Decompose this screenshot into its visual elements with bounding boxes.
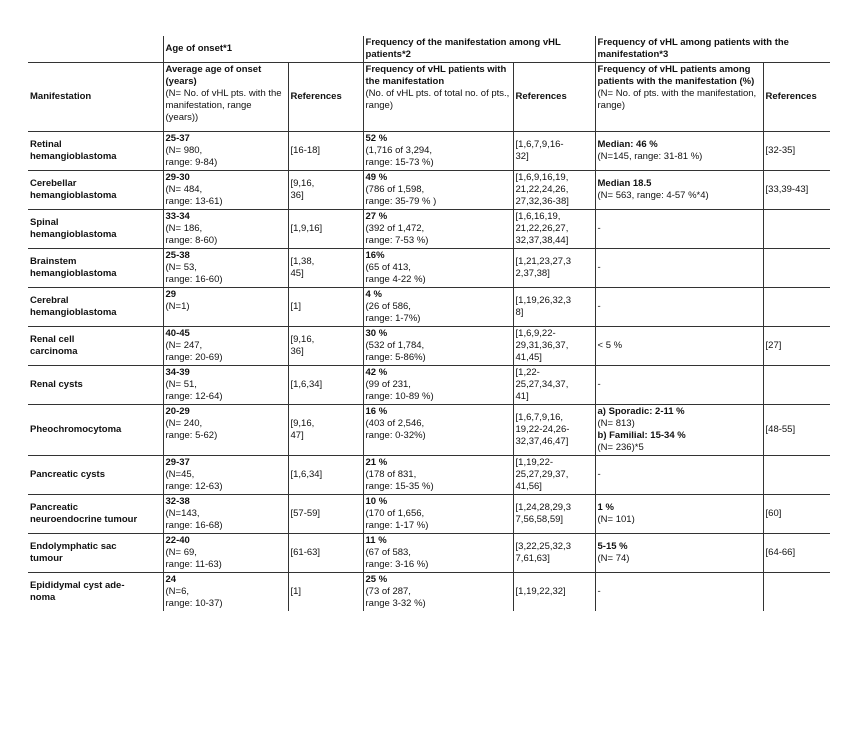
- manifestation-name: Brainstem hemangioblastoma: [28, 249, 163, 288]
- vhl-cell: [595, 327, 763, 366]
- freq-cell: [363, 210, 513, 249]
- table-row: [28, 210, 830, 249]
- freq-references: [1,6,16,19, 21,22,26,27, 32,37,38,44]: [513, 210, 595, 249]
- table-row: [28, 366, 830, 405]
- vhl-cell: [595, 456, 763, 495]
- age-cell: [163, 495, 288, 534]
- age-of-onset-header: Age of onset*1: [163, 36, 363, 63]
- manifestation-name: Retinal hemangioblastoma: [28, 132, 163, 171]
- age-value: 24: [165, 574, 177, 585]
- freq-detail: (67 of 583, range: 3-16 %): [365, 547, 429, 570]
- freq-detail: (178 of 831, range: 15-35 %): [365, 469, 434, 492]
- freq-references: [1,22- 25,27,34,37, 41]: [513, 366, 595, 405]
- age-references: [61-63]: [288, 534, 363, 573]
- age-detail: (N= 484, range: 13-61): [165, 184, 223, 207]
- freq-references: [1,6,7,9,16- 32]: [513, 132, 595, 171]
- vhl-references: [763, 249, 830, 288]
- age-value: 29-30: [165, 172, 190, 183]
- table-row: [28, 534, 830, 573]
- header-sub-row: [28, 63, 830, 132]
- freq-references: [1,6,9,22- 29,31,36,37, 41,45]: [513, 327, 595, 366]
- freq-value: 42 %: [365, 367, 388, 378]
- age-detail: (N= 51, range: 12-64): [165, 379, 223, 402]
- age-detail: (N=143, range: 16-68): [165, 508, 223, 531]
- freq-cell: [363, 456, 513, 495]
- age-references: [1,38, 45]: [288, 249, 363, 288]
- age-references: [9,16, 36]: [288, 327, 363, 366]
- table-row: [28, 288, 830, 327]
- age-cell: [163, 366, 288, 405]
- table-row: [28, 171, 830, 210]
- age-cell: [163, 327, 288, 366]
- freq-detail: (532 of 1,784, range: 5-86%): [365, 340, 426, 363]
- header-group-row: [28, 36, 830, 63]
- freq-cell: [363, 132, 513, 171]
- vhl-manifestations-table: [28, 36, 830, 611]
- age-detail: (N= 69, range: 11-63): [165, 547, 222, 570]
- freq-detail: (65 of 413, range 4-22 %): [365, 262, 426, 285]
- vhl-detail: (N= 813): [597, 418, 635, 429]
- freq-cell: [363, 495, 513, 534]
- age-detail: (N= 53, range: 16-60): [165, 262, 223, 285]
- table-row: [28, 327, 830, 366]
- freq-detail: (786 of 1,598, range: 35-79 % ): [365, 184, 437, 207]
- freq-cell: [363, 573, 513, 612]
- vhl-value: 1 %: [597, 502, 614, 513]
- age-value: 25-38: [165, 250, 190, 261]
- freq-references-header: References: [513, 63, 595, 132]
- freq-cell: [363, 366, 513, 405]
- vhl-references: [33,39-43]: [763, 171, 830, 210]
- manifestation-name: Pancreatic neuroendocrine tumour: [28, 495, 163, 534]
- vhl-cell: [595, 132, 763, 171]
- vhl-references: [27]: [763, 327, 830, 366]
- frequency-manifestation-header: Frequency of the manifestation among vHL patients*2: [363, 36, 595, 63]
- vhl-detail: -: [597, 379, 601, 390]
- freq-cell: [363, 534, 513, 573]
- manifestation-name: Endolymphatic sac tumour: [28, 534, 163, 573]
- age-value: 25-37: [165, 133, 190, 144]
- freq-cell: [363, 171, 513, 210]
- table-row: [28, 132, 830, 171]
- age-value: 34-39: [165, 367, 190, 378]
- freq-value: 10 %: [365, 496, 388, 507]
- age-cell: [163, 534, 288, 573]
- manifestation-name: Pancreatic cysts: [28, 456, 163, 495]
- age-detail: (N=45, range: 12-63): [165, 469, 223, 492]
- age-detail: (N= 186, range: 8-60): [165, 223, 218, 246]
- manifestation-header: Manifestation: [28, 63, 163, 132]
- manifestation-name: Pheochromocytoma: [28, 405, 163, 456]
- freq-references: [1,19,22- 25,27,29,37, 41,56]: [513, 456, 595, 495]
- frequency-vhl-header: Frequency of vHL among patients with the manifestation*3: [595, 36, 830, 63]
- freq-references: [3,22,25,32,3 7,61,63]: [513, 534, 595, 573]
- vhl-cell: [595, 405, 763, 456]
- table-body: [28, 132, 830, 612]
- freq-value: 49 %: [365, 172, 388, 183]
- vhl-cell: [595, 288, 763, 327]
- age-references: [1]: [288, 288, 363, 327]
- freq-cell: [363, 288, 513, 327]
- age-references: [9,16, 36]: [288, 171, 363, 210]
- vhl-value: Median 18.5: [597, 178, 652, 189]
- freq-cell: [363, 327, 513, 366]
- freq-value: 16%: [365, 250, 385, 261]
- freq-references: [1,6,9,16,19, 21,22,24,26, 27,32,36-38]: [513, 171, 595, 210]
- age-detail: (N= 980, range: 9-84): [165, 145, 218, 168]
- vhl-detail-2: (N= 236)*5: [597, 442, 644, 453]
- age-value: 33-34: [165, 211, 190, 222]
- vhl-references: [64-66]: [763, 534, 830, 573]
- manifestation-name: Renal cell carcinoma: [28, 327, 163, 366]
- freq-detail: (73 of 287, range 3-32 %): [365, 586, 426, 609]
- freq-subtitle: (No. of vHL pts. of total no. of pts., range): [365, 88, 510, 111]
- manifestation-name: Cerebellar hemangioblastoma: [28, 171, 163, 210]
- freq-cell: [363, 249, 513, 288]
- avg-age-title: Average age of onset (years): [165, 64, 262, 87]
- age-cell: [163, 210, 288, 249]
- manifestation-name: Cerebral hemangioblastoma: [28, 288, 163, 327]
- vhl-references: [763, 456, 830, 495]
- freq-value: 16 %: [365, 406, 388, 417]
- vhl-detail: (N=145, range: 31-81 %): [597, 151, 703, 162]
- freq-value: 52 %: [365, 133, 388, 144]
- freq-detail: (26 of 586, range: 1-7%): [365, 301, 421, 324]
- age-detail: (N= 240, range: 5-62): [165, 418, 218, 441]
- age-detail: (N=1): [165, 301, 190, 312]
- age-cell: [163, 456, 288, 495]
- freq-value: 11 %: [365, 535, 387, 546]
- freq-value: 21 %: [365, 457, 388, 468]
- vhl-detail: < 5 %: [597, 340, 623, 351]
- freq-value: 27 %: [365, 211, 388, 222]
- vhl-references: [763, 210, 830, 249]
- freq-references: [1,19,26,32,3 8]: [513, 288, 595, 327]
- table-row: [28, 495, 830, 534]
- age-value: 22-40: [165, 535, 190, 546]
- age-cell: [163, 405, 288, 456]
- age-references: [1,9,16]: [288, 210, 363, 249]
- freq-references: [1,21,23,27,3 2,37,38]: [513, 249, 595, 288]
- freq-title: Frequency of vHL patients with the manifestation: [365, 64, 507, 87]
- freq-detail: (403 of 2,546, range: 0-32%): [365, 418, 426, 441]
- age-references: [1,6,34]: [288, 366, 363, 405]
- vhl-detail: (N= 101): [597, 514, 635, 525]
- vhl-cell: [595, 366, 763, 405]
- age-value: 29-37: [165, 457, 190, 468]
- vhl-header: [595, 63, 763, 132]
- freq-header: [363, 63, 513, 132]
- vhl-value: Median: 46 %: [597, 139, 658, 150]
- vhl-detail: -: [597, 586, 601, 597]
- freq-cell: [363, 405, 513, 456]
- age-cell: [163, 288, 288, 327]
- vhl-references: [763, 366, 830, 405]
- vhl-cell: [595, 534, 763, 573]
- vhl-detail: -: [597, 262, 601, 273]
- age-value: 40-45: [165, 328, 190, 339]
- table-row: [28, 249, 830, 288]
- age-references: [1]: [288, 573, 363, 612]
- vhl-value: a) Sporadic: 2-11 %: [597, 406, 685, 417]
- freq-value: 25 %: [365, 574, 388, 585]
- manifestation-name: Epididymal cyst ade- noma: [28, 573, 163, 612]
- freq-references: [1,24,28,29,3 7,56,58,59]: [513, 495, 595, 534]
- vhl-detail: -: [597, 223, 601, 234]
- age-detail: (N= 247, range: 20-69): [165, 340, 223, 363]
- vhl-detail: (N= 74): [597, 553, 630, 564]
- freq-value: 4 %: [365, 289, 382, 300]
- vhl-cell: [595, 249, 763, 288]
- vhl-references: [763, 288, 830, 327]
- freq-detail: (1,716 of 3,294, range: 15-73 %): [365, 145, 434, 168]
- age-value: 29: [165, 289, 177, 300]
- freq-detail: (392 of 1,472, range: 7-53 %): [365, 223, 429, 246]
- vhl-detail: (N= 563, range: 4-57 %*4): [597, 190, 709, 201]
- freq-detail: (99 of 231, range: 10-89 %): [365, 379, 434, 402]
- age-value: 20-29: [165, 406, 190, 417]
- age-references: [1,6,34]: [288, 456, 363, 495]
- vhl-cell: [595, 210, 763, 249]
- vhl-subtitle: (N= No. of pts. with the manifestation, range): [597, 88, 757, 111]
- table-row: [28, 573, 830, 612]
- vhl-references: [60]: [763, 495, 830, 534]
- manifestation-name: Renal cysts: [28, 366, 163, 405]
- freq-detail: (170 of 1,656, range: 1-17 %): [365, 508, 429, 531]
- age-detail: (N=6, range: 10-37): [165, 586, 223, 609]
- age-cell: [163, 249, 288, 288]
- vhl-references-header: References: [763, 63, 830, 132]
- freq-references: [1,19,22,32]: [513, 573, 595, 612]
- vhl-references: [32-35]: [763, 132, 830, 171]
- vhl-cell: [595, 573, 763, 612]
- freq-references: [1,6,7,9,16, 19,22-24,26- 32,37,46,47]: [513, 405, 595, 456]
- vhl-cell: [595, 171, 763, 210]
- vhl-cell: [595, 495, 763, 534]
- age-cell: [163, 573, 288, 612]
- age-references-header: References: [288, 63, 363, 132]
- table-row: [28, 456, 830, 495]
- age-cell: [163, 132, 288, 171]
- avg-age-header: [163, 63, 288, 132]
- age-value: 32-38: [165, 496, 190, 507]
- age-cell: [163, 171, 288, 210]
- vhl-title: Frequency of vHL patients among patients with the manifestation (%): [597, 64, 755, 87]
- table-row: [28, 405, 830, 456]
- vhl-detail: -: [597, 301, 601, 312]
- vhl-value: 5-15 %: [597, 541, 628, 552]
- vhl-value-2: b) Familial: 15-34 %: [597, 430, 686, 441]
- avg-age-subtitle: (N= No. of vHL pts. with the manifestation, range (years)): [165, 88, 282, 123]
- freq-value: 30 %: [365, 328, 388, 339]
- age-references: [57-59]: [288, 495, 363, 534]
- age-references: [9,16, 47]: [288, 405, 363, 456]
- vhl-detail: -: [597, 469, 601, 480]
- age-references: [16-18]: [288, 132, 363, 171]
- vhl-references: [763, 573, 830, 612]
- manifestation-name: Spinal hemangioblastoma: [28, 210, 163, 249]
- vhl-references: [48-55]: [763, 405, 830, 456]
